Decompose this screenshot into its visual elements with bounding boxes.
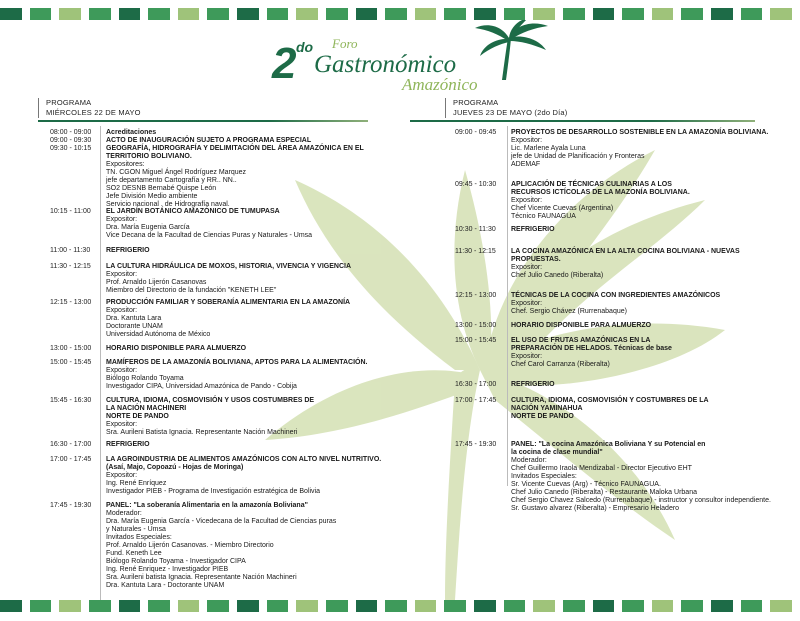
schedule-time <box>455 441 511 513</box>
schedule-description <box>511 397 800 421</box>
right-column-header <box>445 98 795 122</box>
schedule-description <box>511 381 800 389</box>
session-title: Acreditaciones <box>106 129 157 136</box>
time-slot: 08:00 - 09:00 <box>50 129 92 136</box>
session-detail: Expositor: <box>511 137 543 144</box>
schedule-row <box>50 208 406 240</box>
session-detail: Expositor: <box>106 472 138 479</box>
session-detail: Biólogo Rolando Toyama <box>106 375 184 382</box>
schedule-description <box>106 263 406 295</box>
session-detail: Expositor: <box>106 271 138 278</box>
schedule-description <box>511 337 800 369</box>
session-detail: Chef. Sergio Chávez (Rurrenabaque) <box>511 308 627 315</box>
session-detail: Dra. Kantuta Lara - Doctorante UNAM <box>106 582 225 589</box>
time-slot: 11:30 - 12:15 <box>455 248 496 255</box>
session-detail: Prof. Arnaldo Lijerón Casanovas <box>106 279 207 286</box>
schedule-description <box>106 299 406 339</box>
schedule-row <box>455 248 800 280</box>
session-title: NORTE DE PANDO <box>106 413 169 420</box>
session-detail: Sr. Vicente Cuevas (Arg) - Técnico FAUNAGUA. <box>511 481 661 488</box>
schedule-description <box>511 129 800 169</box>
logo-foro: Foro <box>332 36 358 51</box>
session-title: TERRITORIO BOLIVIANO. <box>106 153 192 160</box>
session-title: HORARIO DISPONIBLE PARA ALMUERZO <box>106 345 247 352</box>
schedule-row <box>50 456 406 496</box>
session-detail: Sr. Gustavo alvarez (Riberalta) - Empresario Heladero <box>511 505 680 512</box>
schedule-row <box>455 226 800 234</box>
schedule-description <box>106 247 406 255</box>
session-title: LA CULTURA HIDRÁULICA DE MOXOS, HISTORIA, VIVENCIA Y VIGENCIA <box>106 263 352 270</box>
session-detail: y Naturales - Umsa <box>106 526 166 533</box>
session-detail: Investigador CIPA, Universidad Amazónica de Pando - Cobija <box>106 383 297 390</box>
logo-sub-word: Amazónico <box>402 75 478 94</box>
left-heading-programa: PROGRAMA <box>46 98 92 107</box>
time-slot: 09:00 - 09:45 <box>455 129 497 136</box>
session-title: HORARIO DISPONIBLE PARA ALMUERZO <box>511 322 652 329</box>
session-detail: Jefe División Medio ambiente <box>106 193 198 200</box>
schedule-row <box>455 441 800 513</box>
schedule-row <box>50 359 406 391</box>
schedule-description <box>511 181 800 221</box>
session-title: ACTO DE INAUGURACIÓN SUJETO A PROGRAMA ESPECIAL <box>106 137 312 144</box>
session-detail: Miembro del Directorio de la fundación "KENETH LEE" <box>106 287 277 294</box>
schedule-row <box>50 397 406 437</box>
schedule-row <box>50 263 406 295</box>
foro-gastronomico-logo <box>270 20 550 95</box>
time-slot: 09:00 - 09:30 <box>50 137 92 144</box>
session-title: PANEL: "La cocina Amazónica Boliviana Y su Potencial en <box>511 441 706 448</box>
logo-main-word: Gastronómico <box>314 51 457 78</box>
time-slot: 13:00 - 15:00 <box>50 345 92 352</box>
schedule-time <box>50 345 106 353</box>
session-detail: Chef Julio Canedo (Riberalta) - Restaurante Maloka Urbana <box>511 489 697 496</box>
session-title: EL JARDÍN BOTÁNICO AMAZÓNICO DE TUMUPASA <box>106 208 280 215</box>
schedule-time <box>455 248 511 280</box>
session-title: REFRIGERIO <box>106 441 150 448</box>
session-detail: ADEMAF <box>511 161 541 168</box>
schedule-row <box>50 129 406 209</box>
schedule-description <box>106 441 406 449</box>
time-slot: 11:00 - 11:30 <box>50 247 91 254</box>
session-detail: Expositor: <box>106 367 138 374</box>
time-slot: 09:45 - 10:30 <box>455 181 497 188</box>
session-title: APLICACIÓN DE TÉCNICAS CULINARIAS A LOS <box>511 181 672 188</box>
schedule-row <box>455 292 800 316</box>
time-slot: 10:15 - 11:00 <box>50 208 91 215</box>
time-slot: 17:45 - 19:30 <box>455 441 497 448</box>
session-detail: SO2 DESNB Bernabé Quispe León <box>106 185 217 192</box>
schedule-time <box>455 381 511 389</box>
session-detail: Universidad Autónoma de México <box>106 331 211 338</box>
time-slot: 16:30 - 17:00 <box>50 441 92 448</box>
session-detail: Moderador: <box>106 510 142 517</box>
time-slot: 12:15 - 13:00 <box>455 292 497 299</box>
schedule-time <box>50 456 106 496</box>
session-detail: Vice Decana de la Facultad de Ciencias Puras y Naturales - Umsa <box>106 232 313 239</box>
schedule-row <box>50 502 406 590</box>
session-detail: Ing. René Enríquez <box>106 480 167 487</box>
session-title: NORTE DE PANDO <box>511 413 574 420</box>
schedule-time <box>50 299 106 339</box>
session-detail: Prof. Arnaldo Lijerón Casanovas. - Miembro Directorio <box>106 542 274 549</box>
schedule-description <box>511 292 800 316</box>
session-title: LA AGROINDUSTRIA DE ALIMENTOS AMAZÓNICOS CON ALTO NIVEL NUTRITIVO. <box>106 456 382 463</box>
schedule-time <box>50 441 106 449</box>
session-detail: Dra. Kantuta Lara <box>106 315 162 322</box>
session-title: PROYECTOS DE DESARROLLO SOSTENIBLE EN LA AMAZONÍA BOLIVIANA. <box>511 129 769 136</box>
left-column-header <box>38 98 398 122</box>
schedule-description <box>511 248 800 280</box>
session-title: NACIÓN YAMINAHUA <box>511 405 583 412</box>
schedule-description <box>106 129 406 209</box>
schedule-row <box>50 345 406 353</box>
schedule-time <box>455 181 511 221</box>
schedule-row <box>455 322 800 330</box>
session-detail: Expositores: <box>106 161 145 168</box>
session-title: LA NACIÓN MACHINERI <box>106 405 187 412</box>
time-slot: 10:30 - 11:30 <box>455 226 496 233</box>
schedule-row <box>455 129 800 169</box>
session-detail: Expositor: <box>106 307 138 314</box>
schedule-row <box>455 181 800 221</box>
session-detail: Dra. María Eugenia García - Vicedecana de la Facultad de Ciencias puras <box>106 518 337 525</box>
session-detail: Expositor: <box>511 300 543 307</box>
schedule-row <box>455 381 800 389</box>
session-title: PROPUESTAS. <box>511 256 561 263</box>
session-detail: Expositor: <box>511 264 543 271</box>
schedule-time <box>50 208 106 240</box>
session-detail: Expositor: <box>511 197 543 204</box>
session-detail: Chef Julio Canedo (Riberalta) <box>511 272 604 279</box>
session-detail: Ing. René Enriquez - Investigador PIEB <box>106 566 229 573</box>
session-title: PRODUCCIÓN FAMILIAR Y SOBERANÍA ALIMENTARIA EN LA AMAZONÍA <box>106 299 351 306</box>
session-detail: TN. CGON Miguel Ángel Rodríguez Marquez <box>106 169 247 176</box>
session-detail: Fund. Keneth Lee <box>106 550 162 557</box>
schedule-time <box>50 247 106 255</box>
schedule-time <box>50 263 106 295</box>
session-detail: Servicio nacional . de Hidrografía naval. <box>106 201 230 208</box>
schedule-description <box>511 441 800 513</box>
session-detail: Expositor: <box>511 353 543 360</box>
time-slot: 09:30 - 10:15 <box>50 145 92 152</box>
session-title: PANEL: "La soberanía Alimentaria en la amazonía Boliviana" <box>106 502 308 509</box>
schedule-row <box>50 441 406 449</box>
top-decorative-stripe <box>0 8 800 20</box>
session-detail: Chef Sergio Chavez Salcedo (Rurrenabaque) - instructor y consultor independiente. <box>511 497 771 504</box>
left-heading-day: MIÉRCOLES 22 DE MAYO <box>46 108 141 117</box>
schedule-description <box>106 502 406 590</box>
schedule-description <box>511 322 800 330</box>
logo-superscript: do <box>296 39 314 55</box>
session-title: la cocina de clase mundial" <box>511 449 603 456</box>
schedule-time <box>455 322 511 330</box>
schedule-row <box>455 397 800 421</box>
time-slot: 16:30 - 17:00 <box>455 381 497 388</box>
session-detail: jefe de Unidad de Planificación y Fronteras <box>511 153 645 160</box>
time-slot: 17:00 - 17:45 <box>50 456 92 463</box>
time-slot: 13:00 - 15:00 <box>455 322 497 329</box>
schedule-time <box>455 292 511 316</box>
time-slot: 15:00 - 15:45 <box>455 337 497 344</box>
schedule-time <box>50 359 106 391</box>
time-slot: 11:30 - 12:15 <box>50 263 91 270</box>
schedule-description <box>106 397 406 437</box>
session-detail: Invitados Especiales: <box>511 473 577 480</box>
session-detail: Biólogo Rolando Toyama - Investigador CIPA <box>106 558 246 565</box>
session-title: GEOGRAFÍA, HIDROGRAFÍA Y DELIMITACIÓN DEL ÁREA AMAZÓNICA EN EL <box>106 145 364 152</box>
session-title: LA COCINA AMAZÓNICA EN LA ALTA COCINA BOLIVIANA - NUEVAS <box>511 248 740 255</box>
time-slot: 15:00 - 15:45 <box>50 359 92 366</box>
schedule-description <box>106 208 406 240</box>
schedule-description <box>511 226 800 234</box>
session-detail: Chef Vicente Cuevas (Argentina) <box>511 205 614 212</box>
session-title: REFRIGERIO <box>511 226 555 233</box>
schedule-time <box>50 502 106 590</box>
schedule-description <box>106 456 406 496</box>
session-title: PREPARACIÓN DE HELADOS. Técnicas de base <box>511 345 672 352</box>
right-heading-day: JUEVES 23 DE MAYO (2do Día) <box>453 108 568 117</box>
schedule-time <box>455 226 511 234</box>
session-detail: Sra. Aurileni batista Ignacia. Representante Nación Machineri <box>106 574 297 581</box>
schedule-time <box>455 337 511 369</box>
session-title: MAMÍFEROS DE LA AMAZONÍA BOLIVIANA, APTOS PARA LA ALIMENTACIÓN. <box>106 359 368 366</box>
schedule-row <box>50 247 406 255</box>
logo-number: 2 <box>272 39 297 88</box>
schedule-description <box>106 359 406 391</box>
time-slot: 12:15 - 13:00 <box>50 299 92 306</box>
time-slot: 17:45 - 19:30 <box>50 502 92 509</box>
session-title: TÉCNICAS DE LA COCINA CON INGREDIENTES AMAZÓNICOS <box>511 292 721 299</box>
session-detail: Invitados Especiales: <box>106 534 172 541</box>
session-detail: Técnico FAUNAGUA <box>511 213 576 220</box>
time-slot: 17:00 - 17:45 <box>455 397 497 404</box>
session-title: EL USO DE FRUTAS AMAZÓNICAS EN LA <box>511 337 651 344</box>
session-detail: Investigador PIEB - Programa de Investigación estratégica de Bolivia <box>106 488 321 495</box>
schedule-time <box>455 397 511 421</box>
schedule-row <box>50 299 406 339</box>
session-detail: Sra. Aurileni Batista Ignacia. Representante Nación Machineri <box>106 429 298 436</box>
schedule-description <box>106 345 406 353</box>
time-slot: 15:45 - 16:30 <box>50 397 92 404</box>
schedule-time <box>455 129 511 169</box>
session-title: REFRIGERIO <box>106 247 150 254</box>
session-detail: Dra. María Eugenia García <box>106 224 190 231</box>
bottom-decorative-stripe <box>0 600 800 612</box>
session-detail: Expositor: <box>106 421 138 428</box>
session-detail: Moderador: <box>511 457 547 464</box>
session-detail: Chef Guillermo Iraola Mendizabal - Director Ejecutivo EHT <box>511 465 692 472</box>
schedule-time <box>50 397 106 437</box>
session-detail: Lic. Marlene Ayala Luna <box>511 145 586 152</box>
session-detail: Doctorante UNAM <box>106 323 163 330</box>
session-detail: Expositor: <box>106 216 138 223</box>
schedule-row <box>455 337 800 369</box>
session-title: (Asaí, Majo, Copoazú - Hojas de Moringa) <box>106 464 244 471</box>
session-title: CULTURA, IDIOMA, COSMOVISIÓN Y USOS COSTUMBRES DE <box>106 397 315 404</box>
session-detail: Chef Carol Carranza (Riberalta) <box>511 361 610 368</box>
right-heading-programa: PROGRAMA <box>453 98 499 107</box>
palm-tree-icon <box>475 20 548 80</box>
session-title: REFRIGERIO <box>511 381 555 388</box>
session-detail: jefe departamento Cartografía y RR.. NN.. <box>106 177 237 184</box>
schedule-time <box>50 129 106 209</box>
session-title: RECURSOS ICTÍCOLAS DE LA MAZONÍA BOLIVIANA. <box>511 189 690 196</box>
session-title: CULTURA, IDIOMA, COSMOVISIÓN Y COSTUMBRES DE LA <box>511 397 709 404</box>
